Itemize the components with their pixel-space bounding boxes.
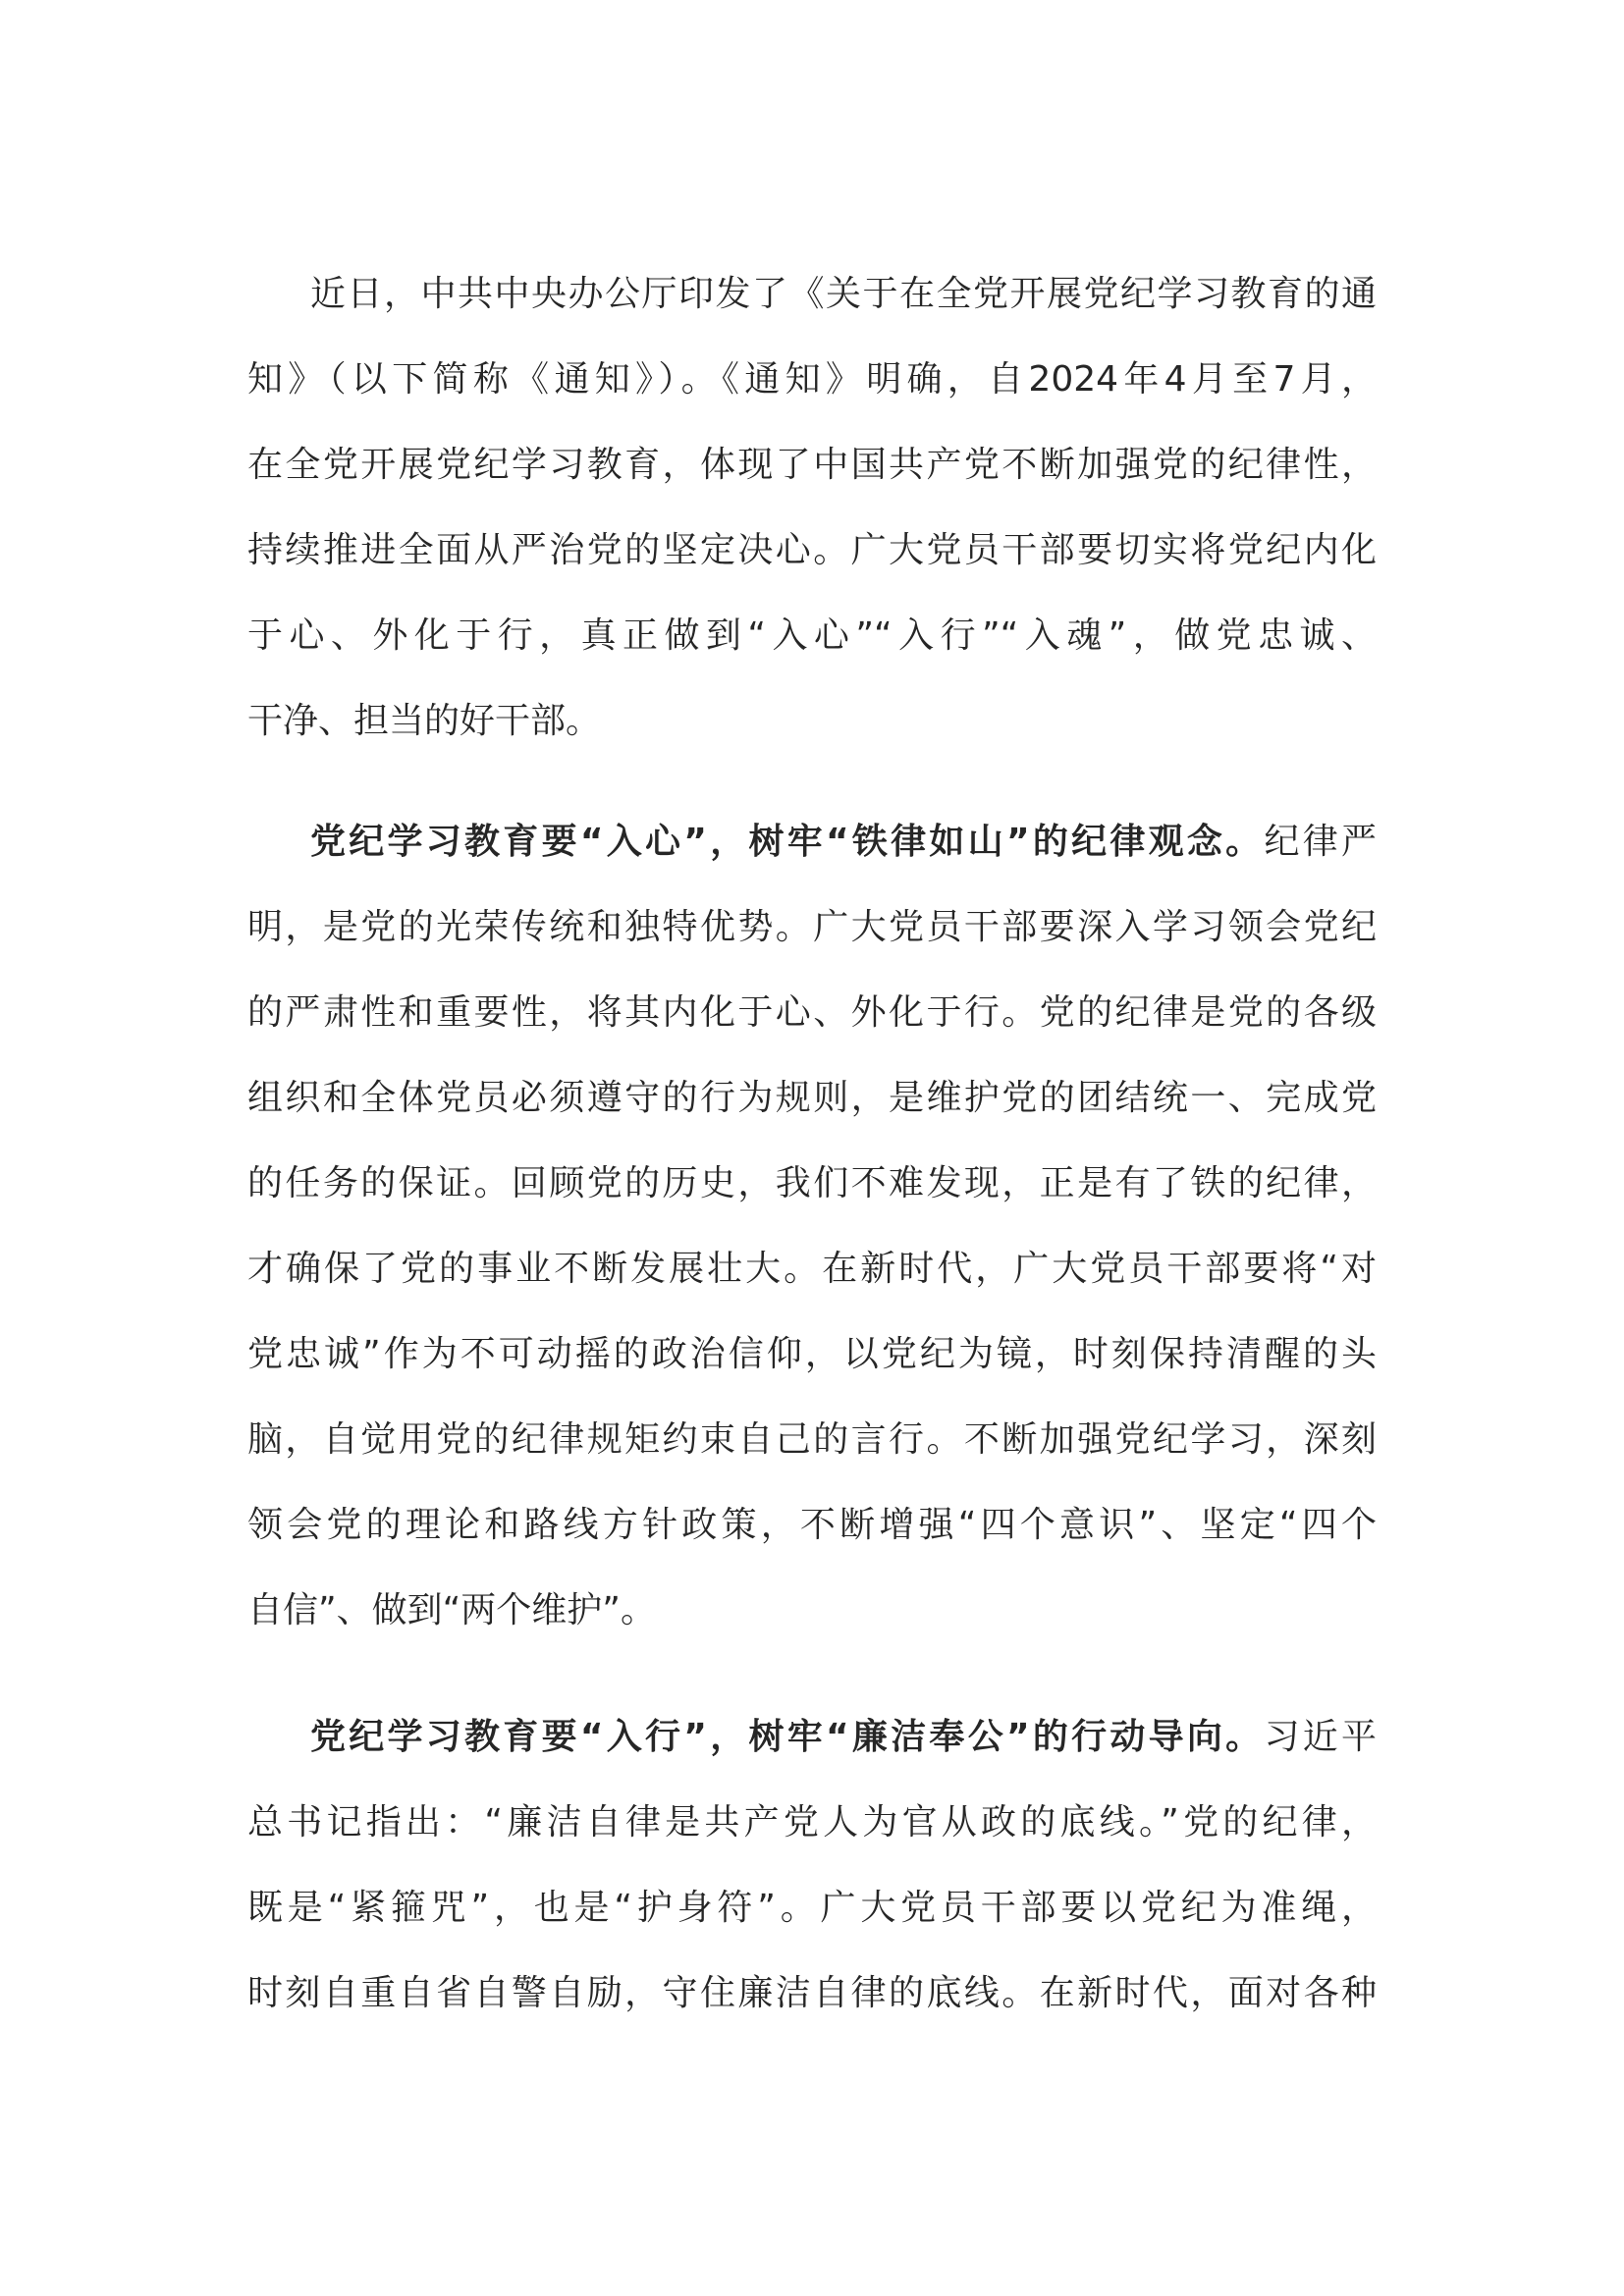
text-line: 在全党开展党纪学习教育，体现了中国共产党不断加强党的纪律性，: [247, 445, 1377, 485]
text-line: 党忠诚”作为不可动摇的政治信仰，以党纪为镜，时刻保持清醒的头: [247, 1334, 1377, 1374]
text-line: 总书记指出：“廉洁自律是共产党人为官从政的底线。”党的纪律，: [247, 1802, 1377, 1842]
text-line: 才确保了党的事业不断发展壮大。在新时代，广大党员干部要将“对: [247, 1249, 1377, 1289]
text-line: 于心、外化于行，真正做到“入心”“入行”“入魂”，做党忠诚、: [247, 615, 1377, 656]
text-line: 知》（以下简称《通知》）。《通知》明确，自2024年4月至7月，: [247, 359, 1377, 400]
text-line: 组织和全体党员必须遵守的行为规则，是维护党的团结统一、完成党: [247, 1078, 1377, 1118]
text-line: 明，是党的光荣传统和独特优势。广大党员干部要深入学习领会党纪: [247, 907, 1377, 947]
text-line: [247, 813, 1377, 872]
text-line: 脑，自觉用党的纪律规矩约束自己的言行。不断加强党纪学习，深刻: [247, 1419, 1377, 1460]
text-line: 的严肃性和重要性，将其内化于心、外化于行。党的纪律是党的各级: [247, 992, 1377, 1033]
text-span: 习近平: [1264, 1717, 1377, 1757]
text-line: 近日，中共中央办公厅印发了《关于在全党开展党纪学习教育的通: [310, 274, 1377, 314]
paragraph-heading: 党纪学习教育要“入心”，树牢“铁律如山”的纪律观念。: [310, 822, 1265, 862]
text-line: [247, 1708, 1377, 1767]
text-line: 领会党的理论和路线方针政策，不断增强“四个意识”、坚定“四个: [247, 1505, 1377, 1545]
text-line: 持续推进全面从严治党的坚定决心。广大党员干部要切实将党纪内化: [247, 530, 1377, 570]
text-line: 的任务的保证。回顾党的历史，我们不难发现，正是有了铁的纪律，: [247, 1163, 1377, 1203]
text-span: 纪律严: [1264, 822, 1377, 862]
text-line: 自信”、做到“两个维护”。: [247, 1590, 656, 1630]
text-line: 既是“紧箍咒”，也是“护身符”。广大党员干部要以党纪为准绳，: [247, 1888, 1377, 1928]
paragraph-heading: 党纪学习教育要“入行”，树牢“廉洁奉公”的行动导向。: [310, 1717, 1265, 1757]
text-line: 时刻自重自省自警自励，守住廉洁自律的底线。在新时代，面对各种: [247, 1973, 1377, 2013]
text-line: 干净、担当的好干部。: [247, 701, 602, 741]
